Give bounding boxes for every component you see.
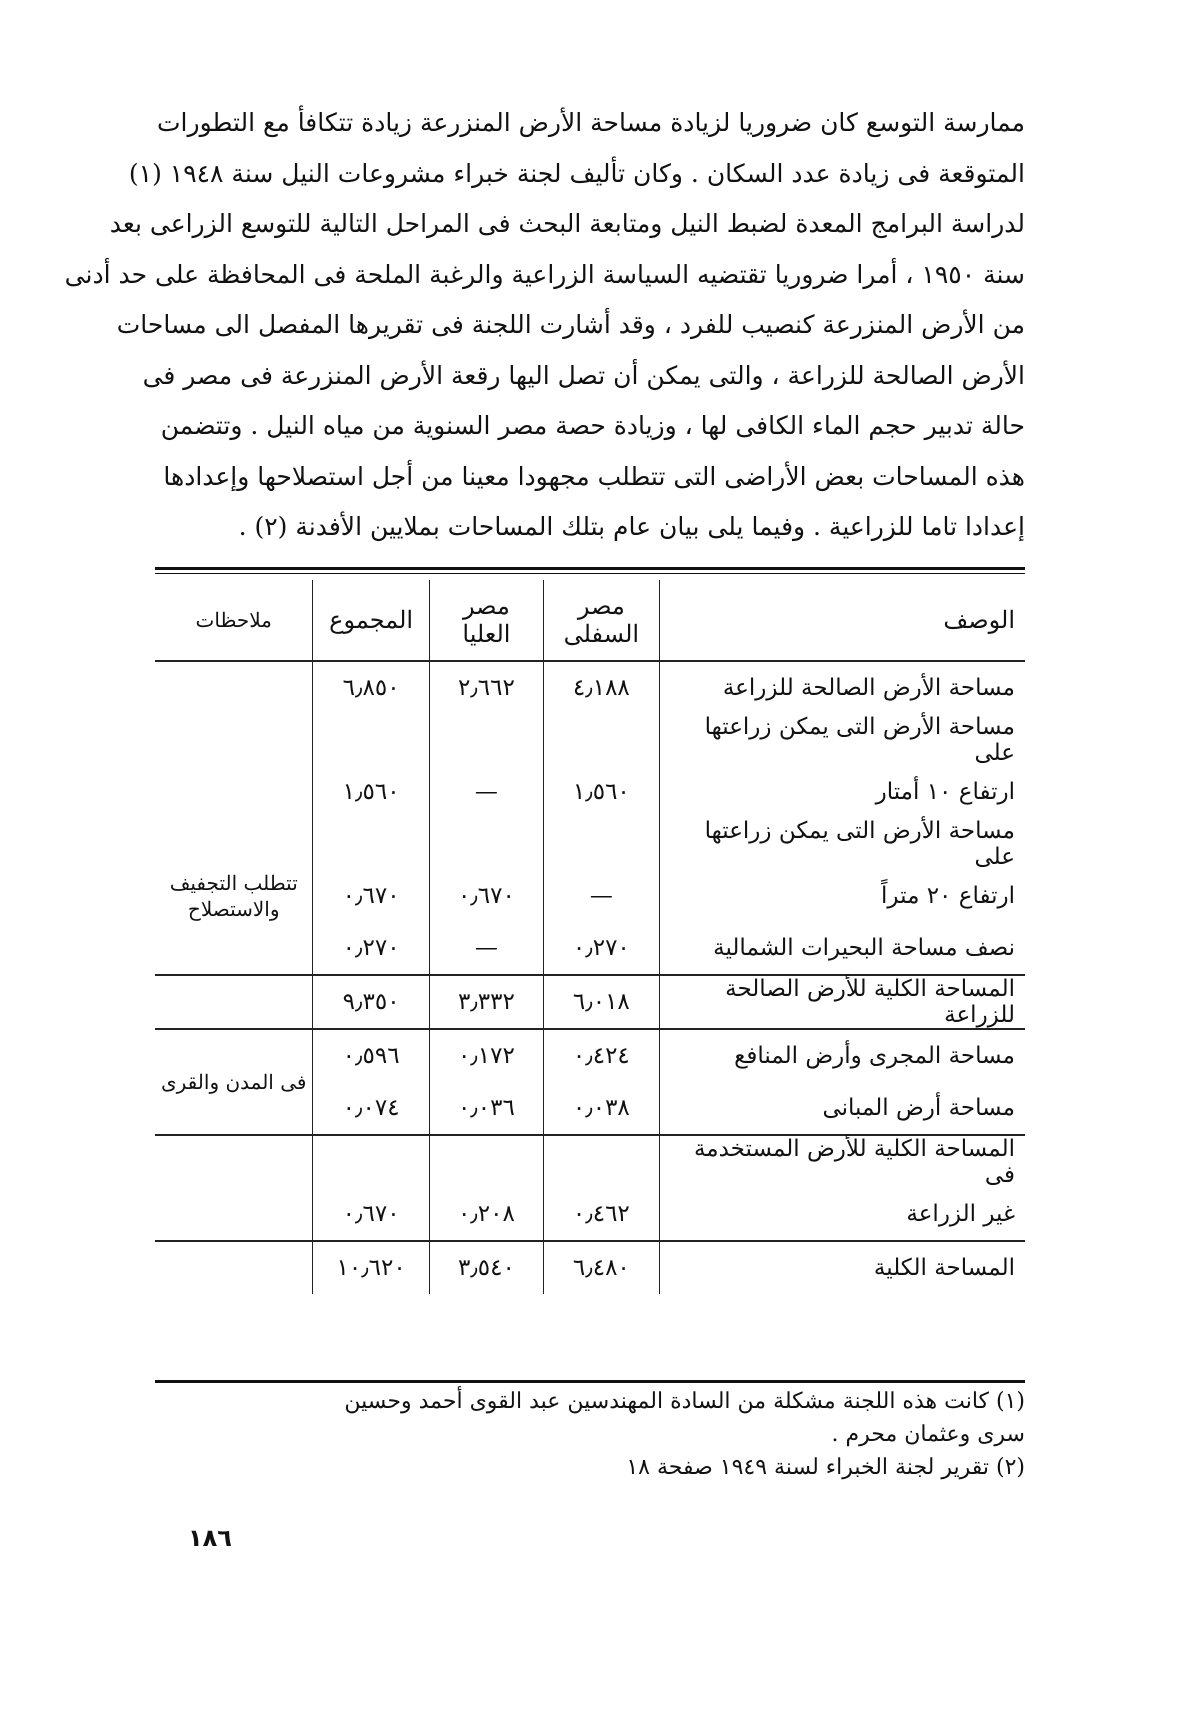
cell-upper: ٣٫٥٤٠	[429, 1241, 543, 1294]
cell-total	[313, 1135, 429, 1188]
cell-upper: ٢٫٦٦٢	[429, 661, 543, 714]
table-bottom-rule	[155, 1380, 1025, 1383]
cell-total: ٠٫٦٧٠	[313, 870, 429, 922]
cell-lower	[544, 818, 660, 870]
cell-total: ٩٫٣٥٠	[313, 975, 429, 1029]
cell-total: ٠٫٥٩٦	[313, 1029, 429, 1082]
footnote-line: (١) كانت هذه اللجنة مشكلة من السادة المهندسين عبد القوى أحمد وحسين	[344, 1389, 1025, 1414]
page-number: ١٨٦	[188, 1524, 232, 1552]
cell-lower	[544, 1135, 660, 1188]
paragraph-line: من الأرض المنزرعة كنصيب للفرد ، وقد أشارت اللجنة فى تقريرها المفصل الى مساحات	[116, 310, 1025, 339]
paragraph-line: سنة ١٩٥٠ ، أمرا ضروريا تقتضيه السياسة الزراعية والرغبة الملحة فى المحافظة على حد أدنى	[64, 259, 1025, 289]
table-row	[155, 1135, 1025, 1188]
row-description: المساحة الكلية	[659, 1241, 1025, 1294]
row-description: المساحة الكلية للأرض المستخدمة فى	[659, 1135, 1025, 1188]
row-description: مساحة أرض المبانى	[822, 1095, 1015, 1121]
table-row	[155, 1029, 1025, 1082]
cell-upper	[429, 714, 543, 766]
table-row	[155, 1241, 1025, 1294]
cell-upper	[429, 818, 543, 870]
footnote-line: سرى وعثمان محرم .	[831, 1422, 1025, 1447]
land-area-table	[155, 580, 1025, 1294]
cell-total: ٠٫٦٧٠	[313, 1188, 429, 1241]
table-row	[155, 1188, 1025, 1241]
row-description: نصف مساحة البحيرات الشمالية	[713, 935, 1015, 961]
cell-upper	[429, 1135, 543, 1188]
row-description: مساحة الأرض التى يمكن زراعتها على	[704, 818, 1015, 870]
cell-upper: ٠٫٢٠٨	[429, 1188, 543, 1241]
cell-lower: ٦٫٤٨٠	[544, 1241, 660, 1294]
cell-note	[155, 1188, 313, 1241]
header-upper-egypt: مصر العليا	[429, 580, 543, 661]
row-description: المساحة الكلية للأرض الصالحة للزراعة	[659, 975, 1025, 1029]
cell-note	[155, 975, 313, 1029]
cell-upper: ٠٫٠٣٦	[429, 1082, 543, 1135]
paragraph-line: حالة تدبير حجم الماء الكافى لها ، وزيادة حصة مصر السنوية من مياه النيل . وتتضمن	[160, 411, 1025, 440]
table-row	[155, 818, 1025, 870]
table-row	[155, 714, 1025, 766]
cell-note	[155, 661, 313, 714]
table-row	[155, 661, 1025, 714]
paragraph-line: ممارسة التوسع كان ضروريا لزيادة مساحة الأرض المنزرعة زيادة تتكافأ مع التطورات	[157, 108, 1025, 137]
cell-lower: ٠٫٤٦٢	[544, 1188, 660, 1241]
cell-lower: ٠٫٢٧٠	[544, 922, 660, 975]
header-lower-egypt: مصر السفلى	[544, 580, 660, 661]
cell-total	[313, 818, 429, 870]
paragraph-line: هذه المساحات بعض الأراضى التى تتطلب مجهودا معينا من أجل استصلاحها وإعدادها	[163, 461, 1025, 491]
row-description: غير الزراعة	[906, 1201, 1015, 1227]
paragraph-line: الأرض الصالحة للزراعة ، والتى يمكن أن تصل اليها رقعة الأرض المنزرعة فى مصر فى	[142, 360, 1025, 390]
cell-total: ٦٫٨٥٠	[313, 661, 429, 714]
row-description: ارتفاع ١٠ أمتار	[875, 779, 1015, 805]
row-description: مساحة الأرض الصالحة للزراعة	[722, 675, 1015, 701]
cell-upper: ٣٫٣٣٢	[429, 975, 543, 1029]
cell-total: ١٫٥٦٠	[313, 766, 429, 818]
table-header-row	[155, 580, 1025, 661]
cell-upper: —	[429, 922, 543, 975]
cell-note	[155, 1241, 313, 1294]
table-top-rule	[155, 567, 1025, 570]
cell-lower	[544, 714, 660, 766]
paragraph-line: المتوقعة فى زيادة عدد السكان . وكان تأليف لجنة خبراء مشروعات النيل سنة ١٩٤٨ (١)	[128, 158, 1025, 188]
row-description: مساحة الأرض التى يمكن زراعتها على	[704, 714, 1015, 766]
cell-total: ٠٫٢٧٠	[313, 922, 429, 975]
paragraph-line: إعدادا تاما للزراعية . وفيما يلى بيان عام بتلك المساحات بملايين الأفدنة (٢) .	[238, 512, 1025, 541]
cell-upper: —	[429, 766, 543, 818]
body-paragraph	[64, 98, 1025, 553]
cell-note	[155, 766, 313, 818]
cell-note	[155, 714, 313, 766]
table-row	[155, 975, 1025, 1029]
row-description: مساحة المجرى وأرض المنافع	[659, 1029, 1025, 1082]
cell-total	[313, 714, 429, 766]
row-description: ارتفاع ٢٠ متراً	[881, 883, 1015, 909]
cell-lower: ٦٫٠١٨	[544, 975, 660, 1029]
note-cities: فى المدن والقرى	[155, 1029, 313, 1135]
paragraph-line: لدراسة البرامج المعدة لضبط النيل ومتابعة البحث فى المراحل التالية للتوسع الزراعى بعد	[109, 209, 1025, 238]
note-reclaim: تتطلب التجفيف والاستصلاح	[169, 871, 298, 921]
cell-upper: ٠٫٦٧٠	[429, 870, 543, 922]
header-total: المجموع	[313, 580, 429, 661]
cell-lower: ٠٫٤٢٤	[544, 1029, 660, 1082]
cell-upper: ٠٫١٧٢	[429, 1029, 543, 1082]
footnote-line: (٢) تقرير لجنة الخبراء لسنة ١٩٤٩ صفحة ١٨	[626, 1455, 1025, 1480]
cell-total: ١٠٫٦٢٠	[313, 1241, 429, 1294]
cell-lower: ٠٫٠٣٨	[544, 1082, 660, 1135]
cell-lower: ٤٫١٨٨	[544, 661, 660, 714]
cell-total: ٠٫٠٧٤	[313, 1082, 429, 1135]
header-notes: ملاحظات	[155, 580, 313, 661]
footnotes	[150, 1385, 1025, 1484]
table-top-rule-thin	[155, 573, 1025, 574]
cell-note	[155, 1135, 313, 1188]
cell-lower: ١٫٥٦٠	[544, 766, 660, 818]
table-row	[155, 766, 1025, 818]
header-description: الوصف	[659, 580, 1025, 661]
cell-lower: —	[544, 870, 660, 922]
